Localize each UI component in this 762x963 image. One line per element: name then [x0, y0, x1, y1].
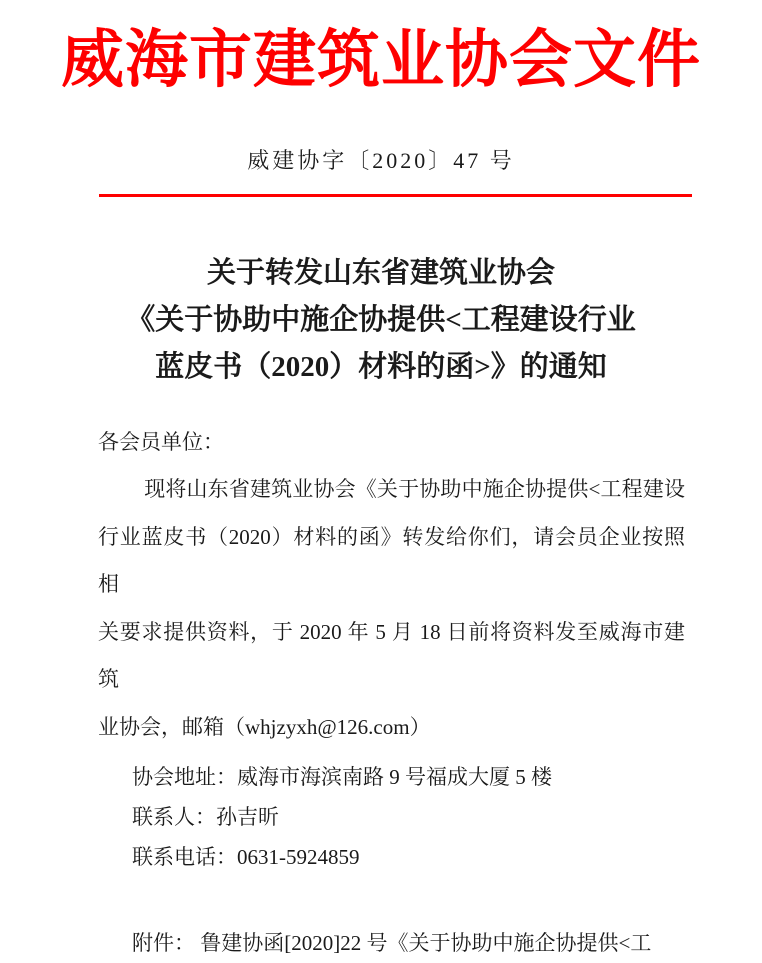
- paragraph-line-4: 业协会，邮箱（whjzyxh@126.com）: [98, 714, 431, 739]
- notice-title-line-2: 《关于协助中施企协提供<工程建设行业: [126, 304, 636, 336]
- paragraph-line-3: 关要求提供资料，于 2020 年 5 月 18 日前将资料发至威海市建筑: [98, 619, 685, 691]
- agency-masthead-title: 威海市建筑业协会文件: [61, 25, 701, 95]
- notice-title-line-3: 蓝皮书（2020）材料的函>》的通知: [155, 351, 607, 383]
- attachment-line: 附件： 鲁建协函[2020]22 号《关于协助中施企协提供<工: [132, 931, 652, 955]
- paragraph-line-2: 行业蓝皮书（2020）材料的函》转发给你们，请会员企业按照相: [98, 524, 685, 596]
- notice-title-line-1: 关于转发山东省建筑业协会: [206, 257, 555, 289]
- contact-phone: 联系电话：0631-5924859: [132, 845, 360, 869]
- salutation: 各会员单位：: [98, 430, 224, 454]
- paragraph-line-1: 现将山东省建筑业协会《关于协助中施企协提供<工程建设: [144, 477, 685, 501]
- document-body: [98, 427, 685, 963]
- contact-info: [98, 757, 685, 877]
- contact-person: 联系人：孙吉昕: [132, 805, 279, 829]
- main-paragraph: [98, 466, 685, 751]
- document-number: 威建协字〔2020〕47 号: [247, 148, 515, 173]
- red-divider-line: [99, 194, 692, 197]
- notice-title: [0, 250, 762, 391]
- contact-address: 协会地址：威海市海滨南路 9 号福成大厦 5 楼: [132, 765, 552, 789]
